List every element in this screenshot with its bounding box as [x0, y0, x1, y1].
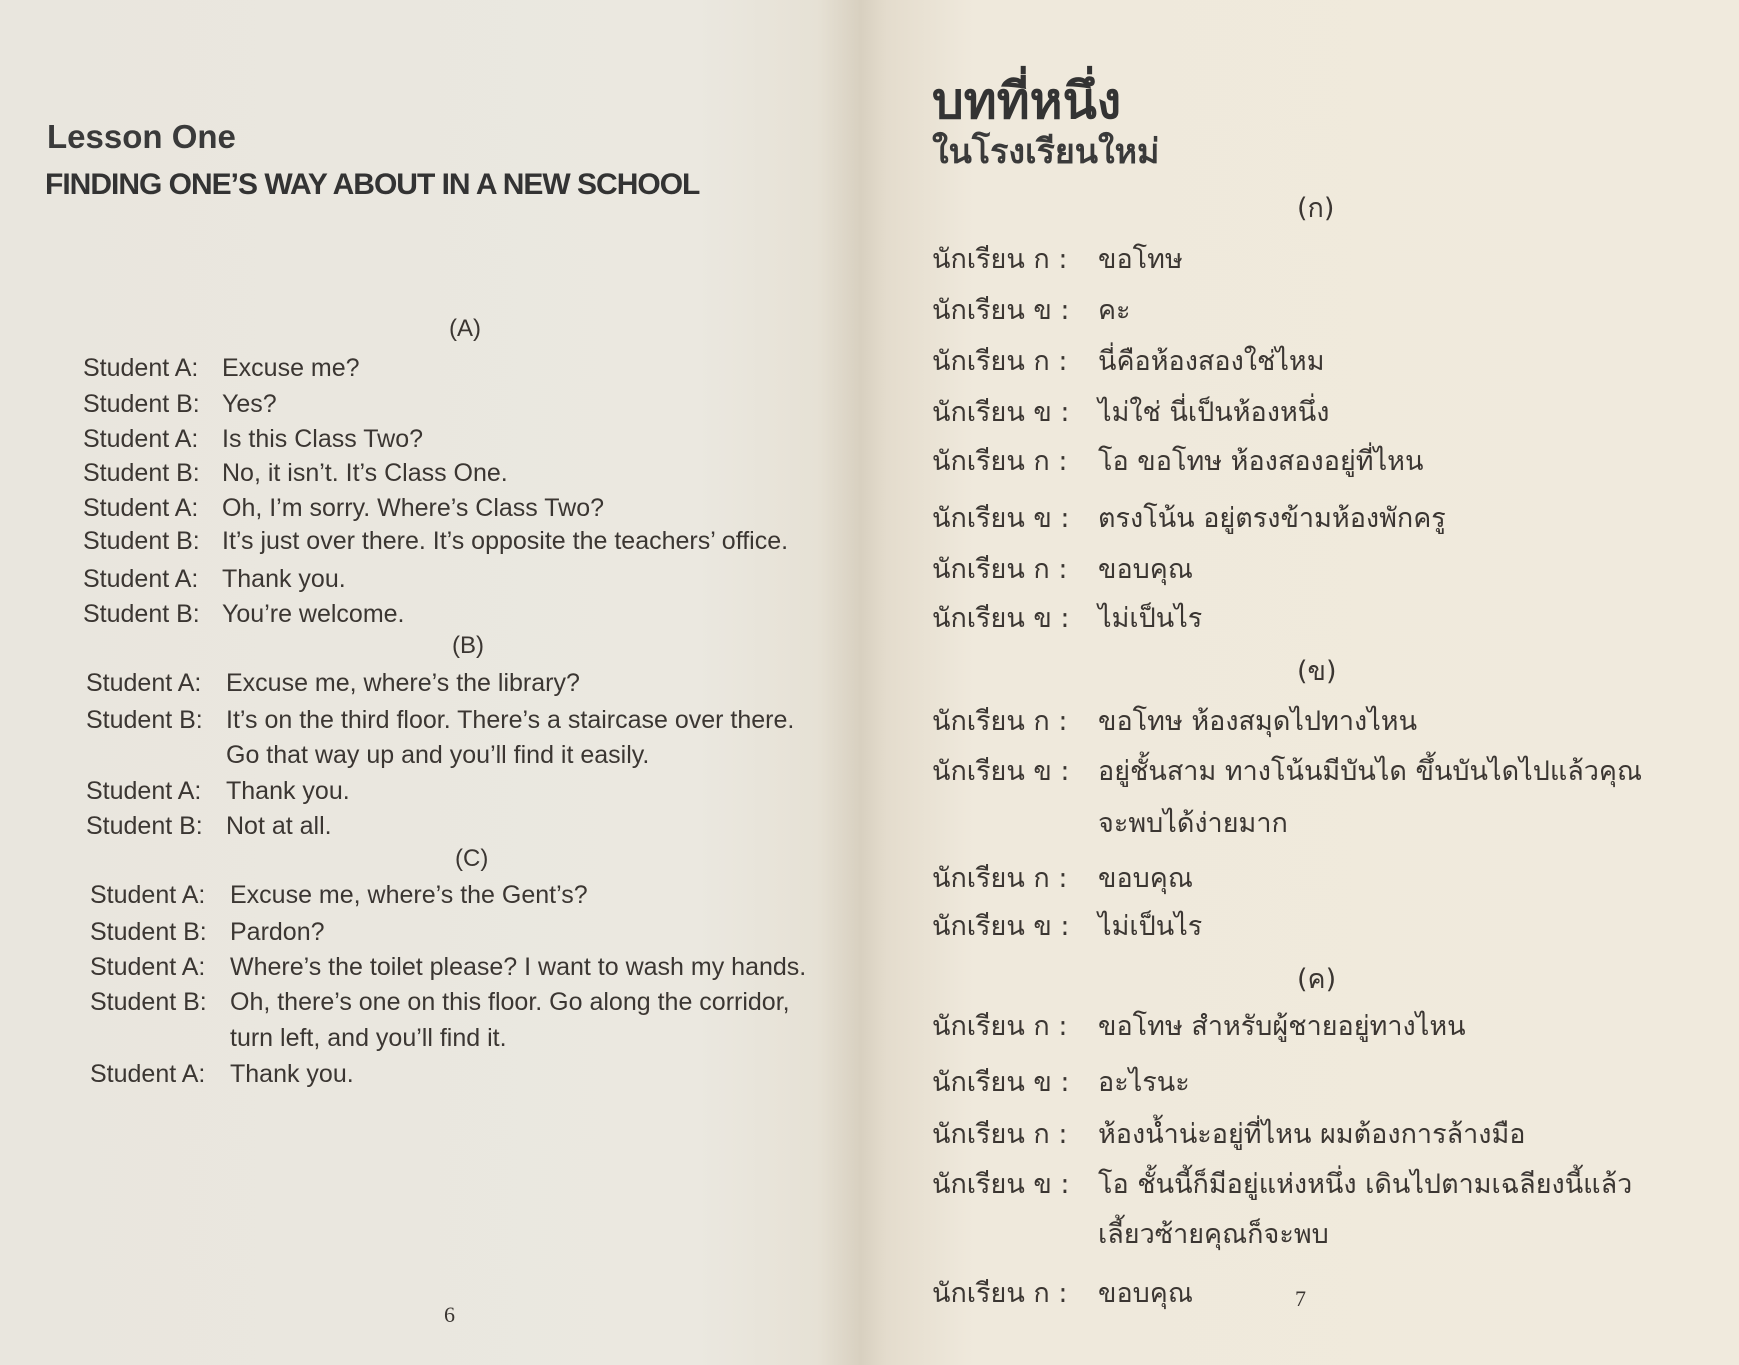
speaker-label: นักเรียน ก : [932, 862, 1068, 894]
speaker-label: นักเรียน ก : [932, 243, 1068, 275]
speaker-label: นักเรียน ก : [932, 1118, 1068, 1150]
speaker-label: Student A: [86, 777, 202, 805]
speaker-label: Student B: [86, 706, 203, 734]
right-page [860, 0, 1739, 1365]
dialogue-text: turn left, and you’ll find it. [230, 1024, 507, 1052]
speaker-label: Student B: [83, 600, 200, 628]
dialogue-text: It’s on the third floor. There’s a staircase over there. [226, 706, 795, 734]
speaker-label: Student A: [86, 669, 202, 697]
dialogue-text: Excuse me, where’s the Gent’s? [230, 881, 588, 909]
dialogue-text: Excuse me? [222, 354, 360, 382]
dialogue-text: ขอโทษ สำหรับผู้ชายอยู่ทางไหน [1098, 1010, 1466, 1042]
dialogue-text: ตรงโน้น อยู่ตรงข้ามห้องพักครู [1098, 502, 1446, 534]
speaker-label: นักเรียน ก : [932, 1010, 1068, 1042]
dialogue-text: Oh, there’s one on this floor. Go along the corridor, [230, 988, 790, 1016]
dialogue-text: ขอบคุณ [1098, 862, 1193, 894]
speaker-label: นักเรียน ก : [932, 705, 1068, 737]
speaker-label: Student A: [83, 565, 199, 593]
speaker-label: Student A: [83, 354, 199, 382]
dialogue-text: Excuse me, where’s the library? [226, 669, 580, 697]
dialogue-text: ไม่เป็นไร [1098, 602, 1203, 634]
dialogue-text: ไม่ใช่ นี่เป็นห้องหนึ่ง [1098, 396, 1330, 428]
speaker-label: นักเรียน ข : [932, 910, 1070, 942]
speaker-label: Student A: [83, 494, 199, 522]
page-number: 7 [1295, 1286, 1306, 1311]
dialogue-text: ขอบคุณ [1098, 553, 1193, 585]
dialogue-text: Thank you. [222, 565, 346, 593]
dialogue-text: ขอบคุณ [1098, 1277, 1193, 1309]
dialogue-text: ขอโทษ [1098, 243, 1183, 275]
dialogue-text: อะไรนะ [1098, 1066, 1190, 1098]
speaker-label: นักเรียน ก : [932, 1277, 1068, 1309]
dialogue-text: Not at all. [226, 812, 332, 840]
section-label: (A) [449, 315, 481, 342]
section-label: (C) [455, 845, 489, 872]
speaker-label: Student B: [90, 988, 207, 1016]
dialogue-text: It’s just over there. It’s opposite the teachers’ office. [222, 527, 789, 555]
dialogue-text: ไม่เป็นไร [1098, 910, 1203, 942]
speaker-label: Student B: [83, 527, 200, 555]
dialogue-text: Pardon? [230, 918, 325, 946]
speaker-label: Student A: [83, 425, 199, 453]
dialogue-text: Thank you. [226, 777, 350, 805]
dialogue-text: No, it isn’t. It’s Class One. [222, 459, 508, 487]
dialogue-text: ห้องน้ำน่ะอยู่ที่ไหน ผมต้องการล้างมือ [1098, 1118, 1526, 1150]
speaker-label: Student A: [90, 881, 206, 909]
dialogue-text: จะพบได้ง่ายมาก [1098, 807, 1288, 839]
section-label: (ค) [1297, 963, 1337, 995]
dialogue-text: You’re welcome. [222, 600, 405, 628]
lesson-title: FINDING ONE’S WAY ABOUT IN A NEW SCHOOL [45, 168, 700, 201]
dialogue-text: Oh, I’m sorry. Where’s Class Two? [222, 494, 605, 522]
dialogue-text: อยู่ชั้นสาม ทางโน้นมีบันได ขึ้นบันไดไปแล้วคุณ [1098, 755, 1643, 787]
speaker-label: Student B: [83, 459, 200, 487]
speaker-label: Student A: [90, 1060, 206, 1088]
speaker-label: นักเรียน ข : [932, 294, 1070, 326]
speaker-label: Student B: [90, 918, 207, 946]
speaker-label: นักเรียน ข : [932, 755, 1070, 787]
speaker-label: Student B: [86, 812, 203, 840]
speaker-label: นักเรียน ข : [932, 502, 1070, 534]
dialogue-text: Go that way up and you’ll find it easily. [226, 741, 650, 769]
speaker-label: นักเรียน ก : [932, 445, 1068, 477]
speaker-label: นักเรียน ก : [932, 553, 1068, 585]
dialogue-text: ขอโทษ ห้องสมุดไปทางไหน [1098, 705, 1418, 737]
page-number: 6 [444, 1302, 455, 1327]
dialogue-text: Thank you. [230, 1060, 354, 1088]
lesson-heading: บทที่หนึ่ง [932, 72, 1122, 130]
speaker-label: Student B: [83, 390, 200, 418]
speaker-label: นักเรียน ข : [932, 602, 1070, 634]
dialogue-text: Is this Class Two? [222, 425, 424, 453]
dialogue-text: เลี้ยวซ้ายคุณก็จะพบ [1098, 1218, 1329, 1250]
section-label: (B) [452, 632, 484, 659]
left-page [0, 0, 860, 1365]
dialogue-text: นี่คือห้องสองใช่ไหม [1098, 345, 1325, 377]
dialogue-text: Yes? [222, 390, 277, 418]
dialogue-text: โอ ขอโทษ ห้องสองอยู่ที่ไหน [1098, 445, 1424, 477]
speaker-label: นักเรียน ข : [932, 1066, 1070, 1098]
dialogue-text: โอ ชั้นนี้ก็มีอยู่แห่งหนึ่ง เดินไปตามเฉลียงนี้แล้ว [1098, 1168, 1633, 1200]
dialogue-text: คะ [1098, 294, 1131, 326]
lesson-title: ในโรงเรียนใหม่ [932, 132, 1160, 172]
lesson-heading: Lesson One [47, 118, 236, 155]
dialogue-text: Where’s the toilet please? I want to wash my hands. [230, 953, 807, 981]
section-label: (ก) [1297, 192, 1335, 224]
speaker-label: นักเรียน ข : [932, 396, 1070, 428]
speaker-label: นักเรียน ก : [932, 345, 1068, 377]
section-label: (ข) [1297, 655, 1337, 687]
speaker-label: นักเรียน ข : [932, 1168, 1070, 1200]
speaker-label: Student A: [90, 953, 206, 981]
